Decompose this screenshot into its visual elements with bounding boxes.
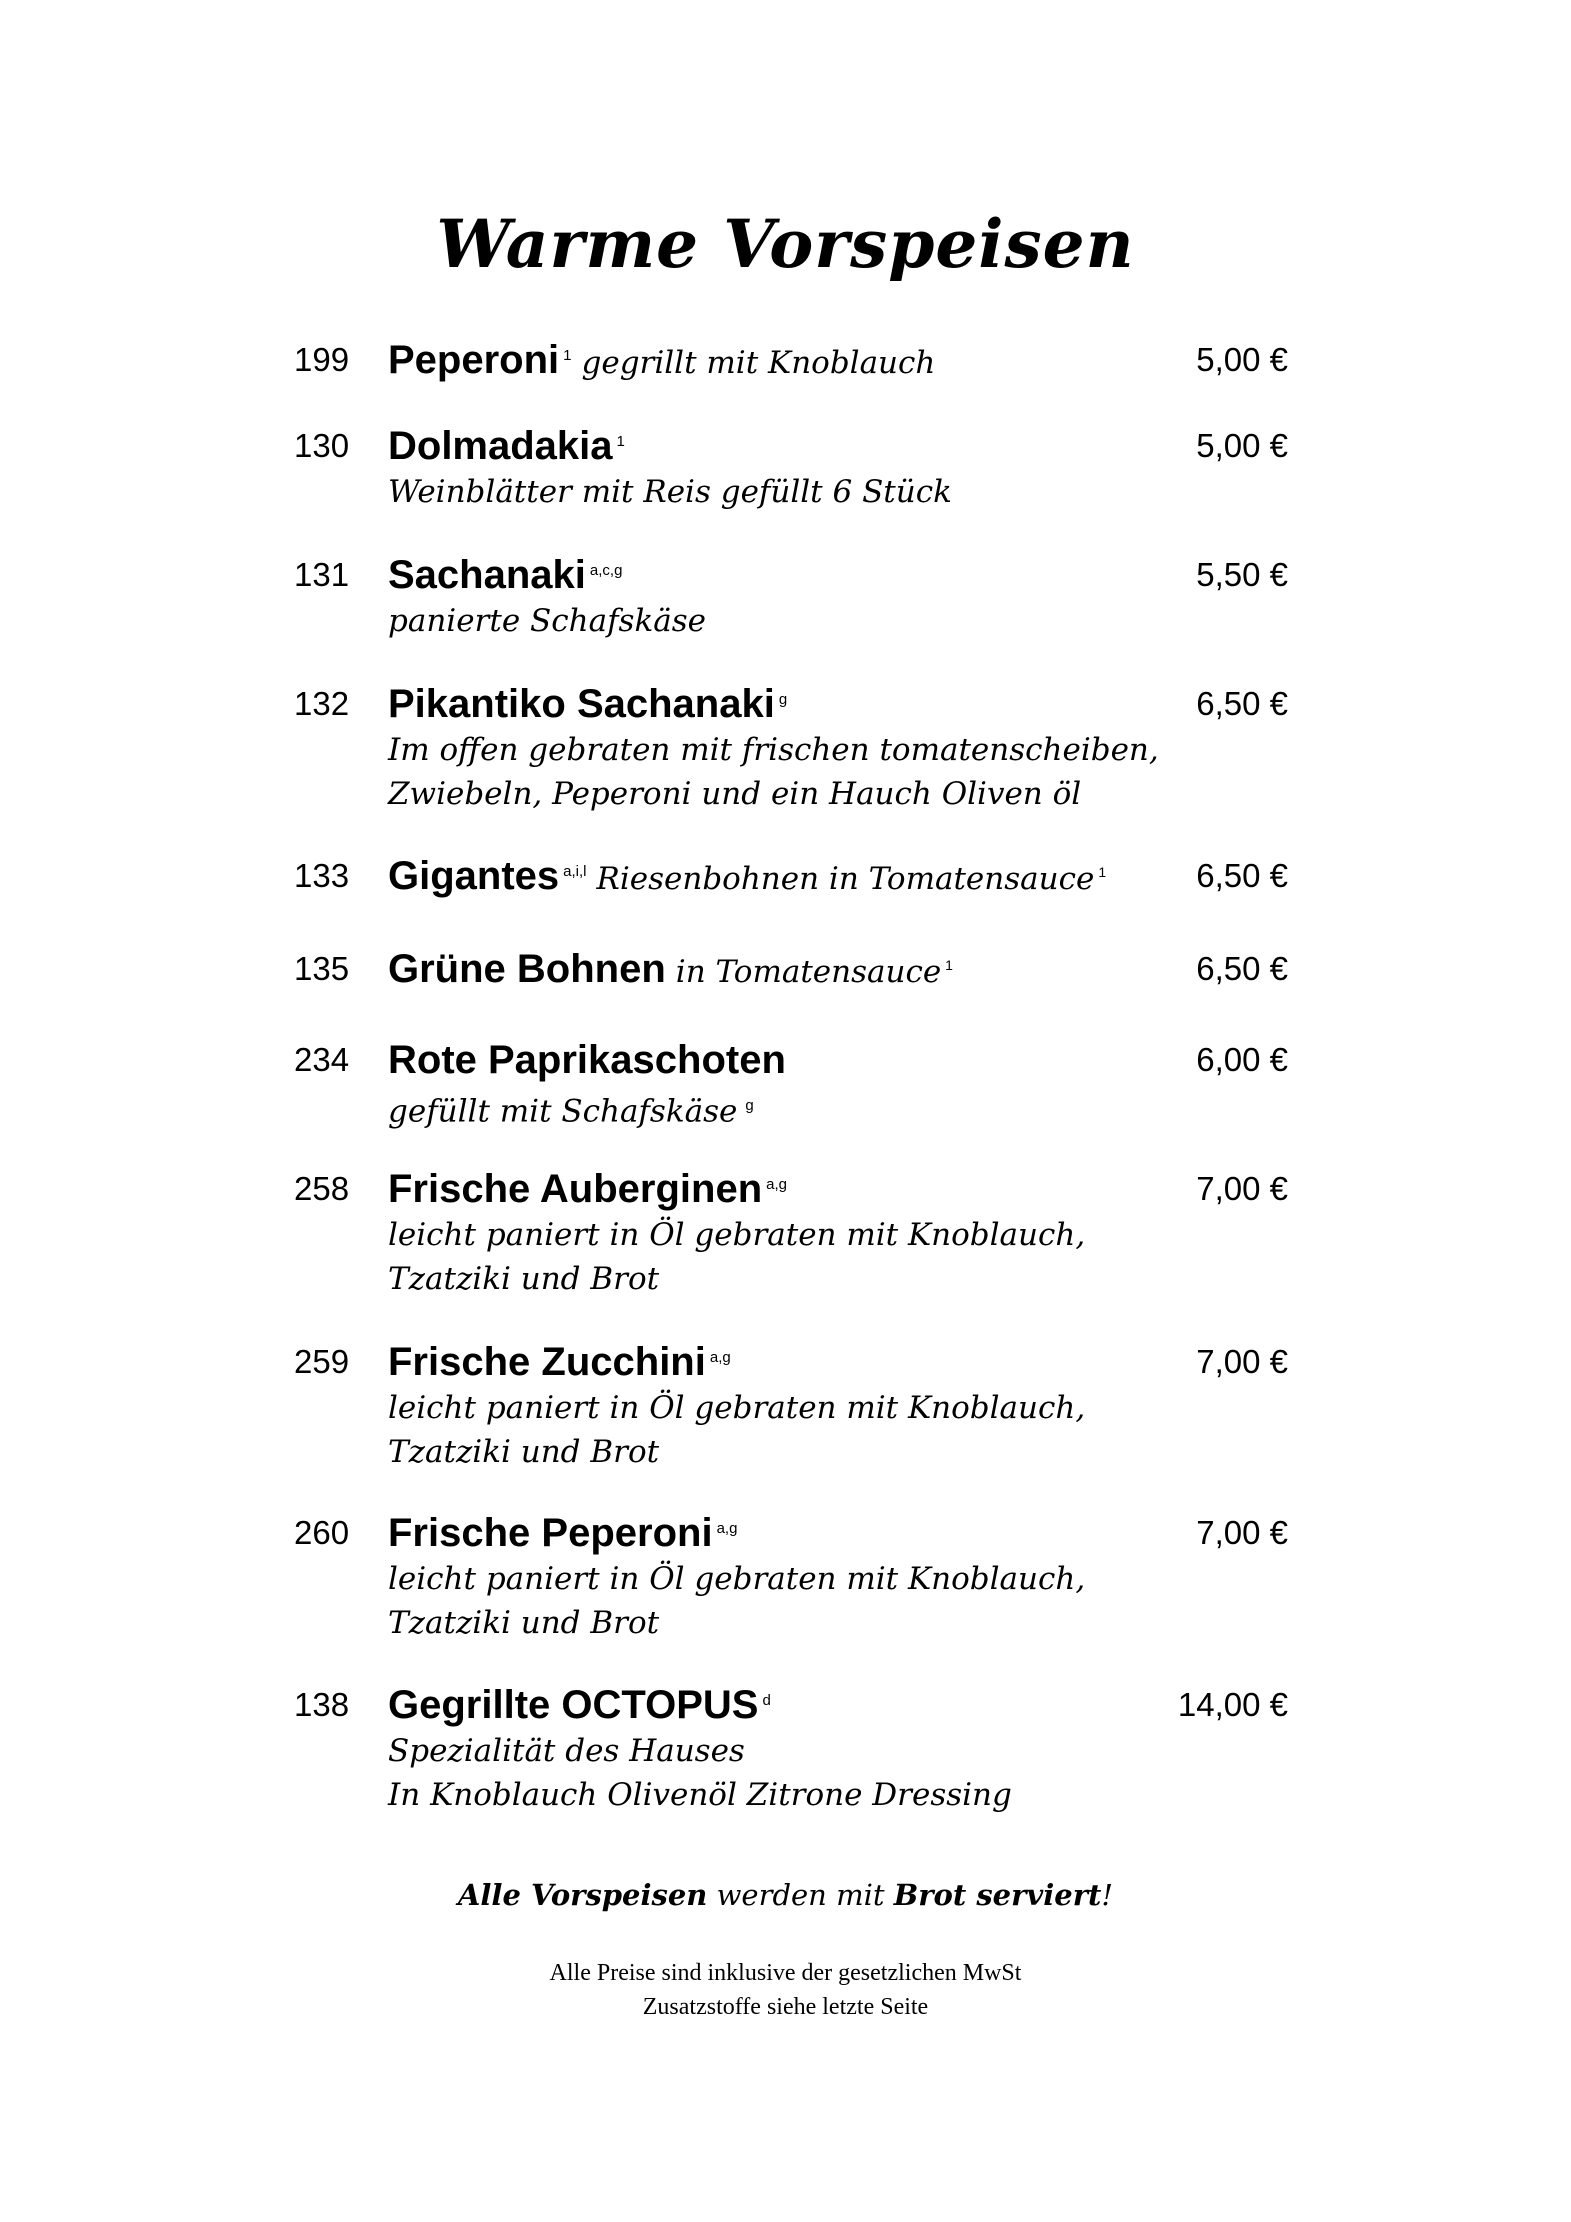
- additive-code: 1: [1098, 864, 1107, 880]
- item-description-line: [388, 1257, 1085, 1301]
- item-number: 199: [294, 341, 350, 378]
- item-price: 6,50 €: [1196, 857, 1288, 894]
- item-inline-description-text: Riesenbohnen in Tomatensauce: [596, 861, 1095, 897]
- allergen-code: a,g: [709, 1349, 731, 1366]
- item-description-line: [388, 772, 1159, 816]
- item-name-line: [388, 682, 787, 726]
- item-description-text: leicht paniert in Öl gebraten mit Knoblauch,: [388, 1217, 1086, 1253]
- item-description-line: [388, 599, 706, 643]
- item-description-line: [388, 1084, 754, 1133]
- item-name-line: [388, 1038, 786, 1082]
- item-number: 259: [294, 1343, 350, 1380]
- item-description: [388, 1729, 1012, 1817]
- additive-code: 1: [945, 957, 953, 973]
- page-title: Warme Vorspeisen: [436, 205, 1135, 283]
- item-description-text: Zwiebeln, Peperoni und ein Hauch Oliven öl: [388, 776, 1082, 812]
- item-price: 5,00 €: [1196, 427, 1288, 464]
- item-name: Grüne Bohnen: [388, 947, 666, 991]
- item-price: 5,00 €: [1196, 341, 1288, 378]
- item-description-text: Im offen gebraten mit frischen tomatenscheiben,: [388, 732, 1159, 768]
- item-description-line: [388, 1557, 1085, 1601]
- item-price: 7,00 €: [1196, 1343, 1288, 1380]
- item-name: Rote Paprikaschoten: [388, 1038, 786, 1082]
- item-name: Sachanaki: [388, 553, 586, 597]
- item-name-line: [388, 1683, 771, 1727]
- item-name-line: [388, 338, 935, 385]
- item-name: Gigantes: [388, 854, 560, 898]
- allergen-code: g: [778, 691, 788, 708]
- item-number: 260: [294, 1514, 350, 1551]
- item-description-text: gefüllt mit Schafskäse: [388, 1093, 738, 1130]
- item-inline-description: [597, 861, 1107, 897]
- item-name-line: [388, 1340, 731, 1384]
- item-number: 131: [294, 556, 350, 593]
- item-description-text: leicht paniert in Öl gebraten mit Knoblauch,: [388, 1561, 1086, 1597]
- allergen-code: a,g: [766, 1176, 787, 1193]
- allergen-code: 1: [563, 347, 572, 364]
- allergen-code: a,i,l: [563, 863, 587, 880]
- item-description-text: Tzatziki und Brot: [388, 1261, 660, 1297]
- item-number: 130: [294, 427, 350, 464]
- item-price: 6,50 €: [1196, 685, 1288, 722]
- item-description-text: In Knoblauch Olivenöl Zitrone Dressing: [388, 1777, 1012, 1813]
- item-description: [388, 1213, 1085, 1301]
- item-description-text: Tzatziki und Brot: [388, 1434, 660, 1470]
- item-price: 5,50 €: [1196, 556, 1288, 593]
- item-inline-description-text: in Tomatensauce: [675, 954, 942, 990]
- item-inline-description: [582, 345, 936, 381]
- item-description-line: [388, 1430, 1085, 1474]
- bread-note-mid: werden mit: [707, 1878, 894, 1912]
- item-description: [388, 1386, 1085, 1474]
- allergen-code: a,c,g: [589, 562, 623, 579]
- item-description-line: [388, 470, 952, 514]
- item-name: Peperoni: [388, 338, 560, 382]
- item-inline-description: [676, 954, 953, 990]
- allergen-code: g: [745, 1097, 754, 1114]
- item-name: Frische Peperoni: [388, 1511, 713, 1555]
- allergen-code: 1: [616, 433, 625, 450]
- item-number: 234: [294, 1041, 350, 1078]
- item-description-line: [388, 1386, 1085, 1430]
- item-name-line: [388, 424, 625, 468]
- item-name-line: [388, 854, 1106, 901]
- item-description-line: [388, 1213, 1085, 1257]
- item-description: [388, 599, 706, 643]
- item-description: [388, 1084, 754, 1133]
- bread-note-end: !: [1101, 1878, 1114, 1912]
- item-name: Gegrillte OCTOPUS: [388, 1683, 759, 1727]
- item-name-line: [388, 553, 622, 597]
- item-name: Dolmadakia: [388, 424, 613, 468]
- vat-note: Alle Preise sind inklusive der gesetzlichen MwSt: [549, 1960, 1022, 1986]
- item-name-line: [388, 947, 953, 994]
- item-inline-description-text: gegrillt mit Knoblauch: [581, 345, 936, 381]
- bread-note-bold-2: Brot serviert: [893, 1878, 1102, 1912]
- item-description-text: leicht paniert in Öl gebraten mit Knoblauch,: [388, 1390, 1086, 1426]
- item-name-line: [388, 1167, 787, 1211]
- item-description-line: [388, 728, 1159, 772]
- item-description: [388, 728, 1159, 816]
- additives-note: Zusatzstoffe siehe letzte Seite: [642, 1994, 929, 2020]
- item-description-text: Weinblätter mit Reis gefüllt 6 Stück: [388, 474, 952, 510]
- item-description-line: [388, 1601, 1085, 1645]
- item-number: 258: [294, 1170, 350, 1207]
- item-name-line: [388, 1511, 737, 1555]
- item-price: 7,00 €: [1196, 1514, 1288, 1551]
- item-number: 138: [294, 1686, 350, 1723]
- item-price: 6,50 €: [1196, 950, 1288, 987]
- item-number: 133: [294, 857, 350, 894]
- item-description-text: panierte Schafskäse: [388, 603, 706, 639]
- item-price: 14,00 €: [1177, 1686, 1288, 1723]
- item-description: [388, 1557, 1085, 1645]
- allergen-code: d: [762, 1692, 771, 1709]
- item-description-text: Tzatziki und Brot: [388, 1605, 660, 1641]
- bread-note-bold-1: Alle Vorspeisen: [457, 1878, 708, 1912]
- item-description: [388, 470, 952, 514]
- item-number: 135: [294, 950, 350, 987]
- bread-note: [0, 1878, 1571, 1912]
- item-price: 6,00 €: [1196, 1041, 1288, 1078]
- allergen-code: a,g: [716, 1520, 738, 1537]
- item-description-line: [388, 1773, 1012, 1817]
- item-price: 7,00 €: [1196, 1170, 1288, 1207]
- item-description-text: Spezialität des Hauses: [388, 1733, 745, 1769]
- item-name: Frische Auberginen: [388, 1167, 763, 1211]
- item-name: Frische Zucchini: [388, 1340, 706, 1384]
- item-name: Pikantiko Sachanaki: [388, 682, 775, 726]
- item-description-line: [388, 1729, 1012, 1773]
- item-number: 132: [294, 685, 350, 722]
